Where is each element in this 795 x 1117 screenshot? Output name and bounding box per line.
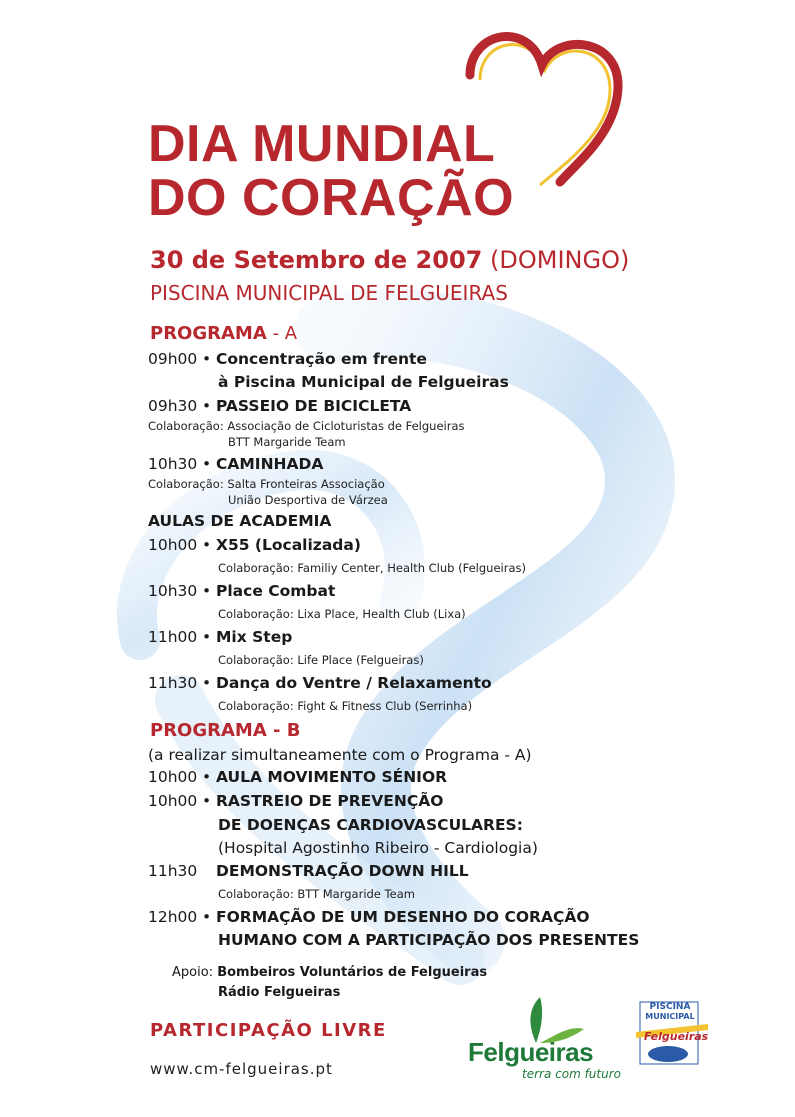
item-activity: Concentração em frente <box>216 350 427 368</box>
list-item: 09h30 • PASSEIO DE BICICLETA <box>148 397 412 415</box>
collaboration: Colaboração: BTT Margaride Team <box>218 887 415 901</box>
apoio <box>172 964 487 982</box>
felgueiras-logo <box>466 995 626 1085</box>
list-item: 11h00 • Mix Step <box>148 628 293 646</box>
list-item: 10h30 • Place Combat <box>148 582 336 600</box>
programa-a-heading: PROGRAMA - A <box>150 323 298 344</box>
aulas-heading: AULAS DE ACADEMIA <box>148 512 332 530</box>
piscina-municipal-logo: PISCINA MUNICIPAL Felgueiras <box>634 1000 710 1066</box>
list-item: 10h00 • AULA MOVIMENTO SÉNIOR <box>148 768 448 786</box>
programa-b-note: (a realizar simultaneamente com o Programa - A) <box>148 746 532 764</box>
felgueiras-tagline: terra com futuro <box>522 1067 621 1081</box>
programa-b-heading: PROGRAMA - B <box>150 720 301 741</box>
item-activity-cont: HUMANO COM A PARTICIPAÇÃO DOS PRESENTES <box>218 931 640 949</box>
event-date <box>150 246 629 274</box>
item-detail: (Hospital Agostinho Ribeiro - Cardiologia) <box>218 839 538 857</box>
venue: PISCINA MUNICIPAL DE FELGUEIRAS <box>150 281 508 305</box>
item-time: 09h00 <box>148 350 198 368</box>
collaboration: Colaboração: Life Place (Felgueiras) <box>218 653 424 667</box>
website-link[interactable]: www.cm-felgueiras.pt <box>150 1060 333 1078</box>
collaboration: Colaboração: Associação de Cicloturistas de Felgueiras <box>148 419 465 433</box>
collaboration: Colaboração: Familiy Center, Health Club (Felgueiras) <box>218 561 526 575</box>
list-item: 10h30 • CAMINHADA <box>148 455 324 473</box>
collaboration: Colaboração: Lixa Place, Health Club (Lixa) <box>218 607 466 621</box>
collaboration-cont: BTT Margaride Team <box>228 435 346 449</box>
list-item: 10h00 • RASTREIO DE PREVENÇÃO <box>148 792 444 810</box>
felgueiras-name: Felgueiras <box>468 1037 594 1067</box>
item-activity-cont: DE DOENÇAS CARDIOVASCULARES: <box>218 816 523 834</box>
list-item: 11h30 • Dança do Ventre / Relaxamento <box>148 674 492 692</box>
title-line-2: DO CORAÇÃO <box>148 169 515 227</box>
title-line-1: DIA MUNDIAL <box>148 115 496 173</box>
collaboration: Colaboração: Salta Fronteiras Associação <box>148 477 385 491</box>
apoio-label: Apoio: <box>172 965 214 980</box>
participacao-livre: PARTICIPAÇÃO LIVRE <box>150 1020 387 1041</box>
date-main: 30 de Setembro de 2007 <box>150 246 483 274</box>
collaboration: Colaboração: Fight & Fitness Club (Serrinha) <box>218 699 473 713</box>
apoio-line-1: Bombeiros Voluntários de Felgueiras <box>217 965 488 980</box>
apoio-line-2: Rádio Felgueiras <box>218 985 341 1000</box>
item-activity-cont: à Piscina Municipal de Felgueiras <box>218 373 509 391</box>
list-item: 09h00 • Concentração em frente <box>148 350 427 368</box>
date-weekday: (DOMINGO) <box>490 246 630 274</box>
collaboration-cont: União Desportiva de Várzea <box>228 493 388 507</box>
list-item: 12h00 • FORMAÇÃO DE UM DESENHO DO CORAÇÃO <box>148 908 590 926</box>
list-item: 11h30 DEMONSTRAÇÃO DOWN HILL <box>148 862 469 880</box>
list-item: 10h00 • X55 (Localizada) <box>148 536 361 554</box>
